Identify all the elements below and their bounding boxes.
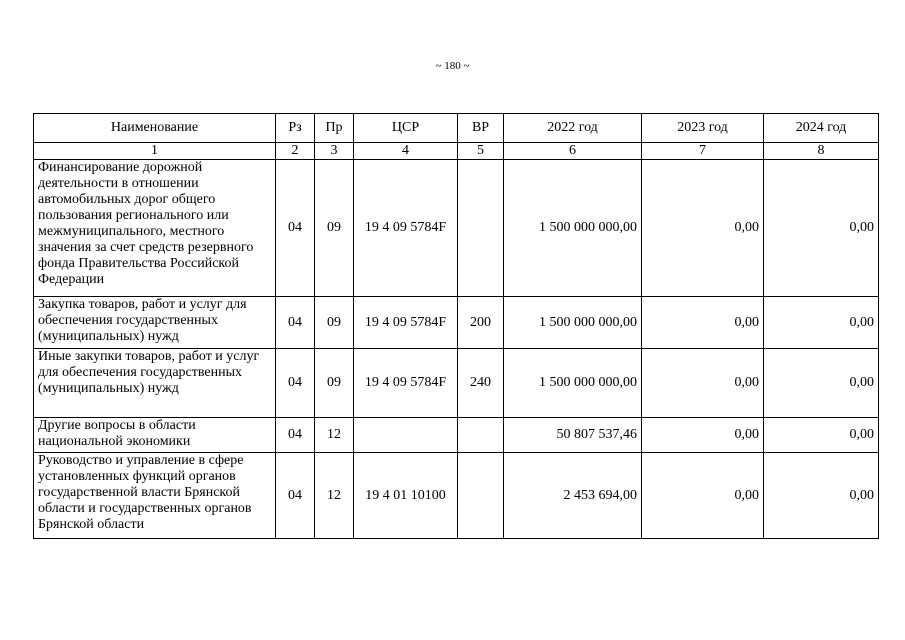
row-2022: 2 453 694,00 <box>504 453 642 539</box>
table-row <box>34 297 879 349</box>
row-vr <box>458 453 504 539</box>
row-2024: 0,00 <box>764 160 879 297</box>
page-number: ~ 180 ~ <box>435 60 470 72</box>
row-name: Руководство и управление в сфере установленных функций органов государственной власти Брянской области и государственных органов Брянской области <box>34 453 276 539</box>
column-header-name: Наименование <box>34 114 276 143</box>
row-2022: 1 500 000 000,00 <box>504 349 642 418</box>
column-header-rz: Рз <box>276 114 315 143</box>
column-number: 3 <box>315 143 354 160</box>
row-2022: 50 807 537,46 <box>504 418 642 453</box>
row-pr: 09 <box>315 160 354 297</box>
column-header-2022: 2022 год <box>504 114 642 143</box>
column-number: 7 <box>642 143 764 160</box>
header-row <box>34 114 879 143</box>
row-rz: 04 <box>276 349 315 418</box>
row-rz: 04 <box>276 297 315 349</box>
row-csr: 19 4 09 5784F <box>354 160 458 297</box>
row-vr <box>458 418 504 453</box>
row-csr: 19 4 09 5784F <box>354 349 458 418</box>
column-number: 2 <box>276 143 315 160</box>
row-csr: 19 4 09 5784F <box>354 297 458 349</box>
row-rz: 04 <box>276 160 315 297</box>
row-2024: 0,00 <box>764 297 879 349</box>
row-2024: 0,00 <box>764 453 879 539</box>
row-rz: 04 <box>276 418 315 453</box>
row-2023: 0,00 <box>642 297 764 349</box>
row-2024: 0,00 <box>764 418 879 453</box>
row-2022: 1 500 000 000,00 <box>504 160 642 297</box>
row-pr: 12 <box>315 453 354 539</box>
column-number: 4 <box>354 143 458 160</box>
row-rz: 04 <box>276 453 315 539</box>
column-header-2024: 2024 год <box>764 114 879 143</box>
column-header-2023: 2023 год <box>642 114 764 143</box>
row-2024: 0,00 <box>764 349 879 418</box>
row-name: Закупка товаров, работ и услуг для обеспечения государственных (муниципальных) нужд <box>34 297 276 349</box>
row-2023: 0,00 <box>642 349 764 418</box>
row-pr: 12 <box>315 418 354 453</box>
row-pr: 09 <box>315 297 354 349</box>
budget-table <box>33 113 879 539</box>
row-pr: 09 <box>315 349 354 418</box>
table-row <box>34 418 879 453</box>
column-header-csr: ЦСР <box>354 114 458 143</box>
column-number: 6 <box>504 143 642 160</box>
row-vr <box>458 160 504 297</box>
table-row <box>34 453 879 539</box>
row-csr: 19 4 01 10100 <box>354 453 458 539</box>
row-name: Финансирование дорожной деятельности в отношении автомобильных дорог общего пользования регионального или межмуниципального, местного значения за счет средств резервного фонда Правительства Российской Федерации <box>34 160 276 297</box>
row-name: Другие вопросы в области национальной экономики <box>34 418 276 453</box>
row-2023: 0,00 <box>642 160 764 297</box>
row-2022: 1 500 000 000,00 <box>504 297 642 349</box>
column-header-vr: ВР <box>458 114 504 143</box>
column-number: 1 <box>34 143 276 160</box>
row-csr <box>354 418 458 453</box>
column-number: 5 <box>458 143 504 160</box>
table-row <box>34 349 879 418</box>
column-number-row <box>34 143 879 160</box>
column-number: 8 <box>764 143 879 160</box>
table-row <box>34 160 879 297</box>
column-header-pr: Пр <box>315 114 354 143</box>
row-name: Иные закупки товаров, работ и услуг для обеспечения государственных (муниципальных) нужд <box>34 349 276 418</box>
row-vr: 240 <box>458 349 504 418</box>
row-vr: 200 <box>458 297 504 349</box>
row-2023: 0,00 <box>642 453 764 539</box>
row-2023: 0,00 <box>642 418 764 453</box>
